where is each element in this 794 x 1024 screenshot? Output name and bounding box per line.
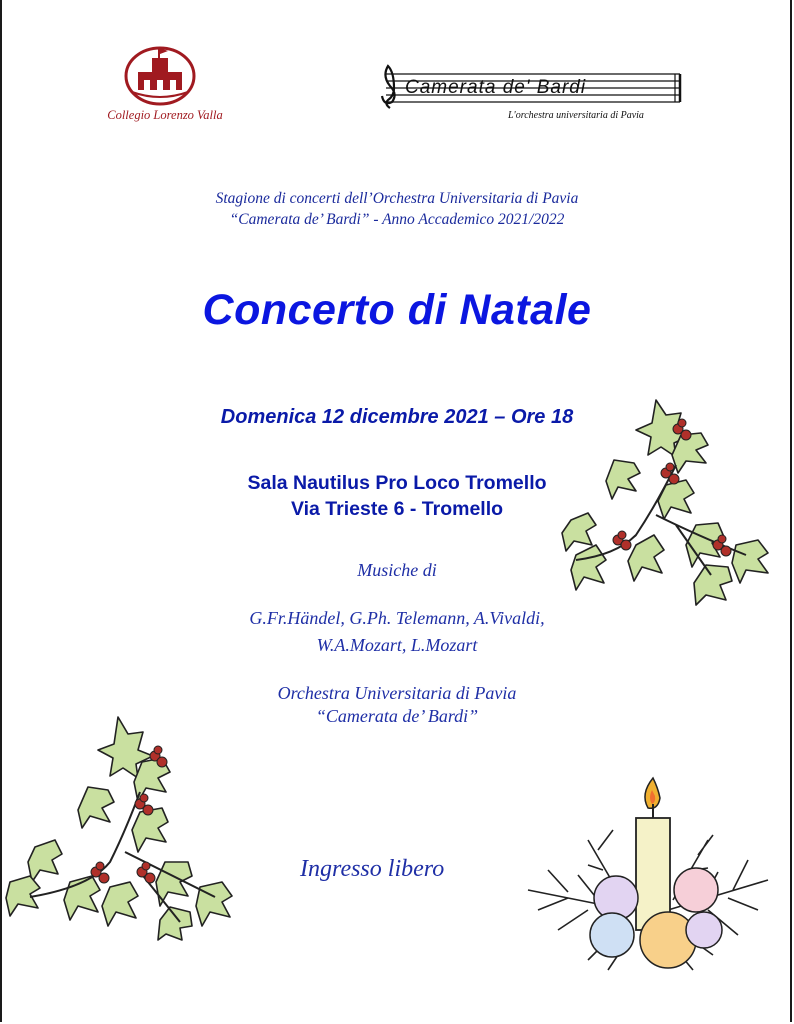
performers-line-2: “Camerata de’ Bardi” <box>315 706 479 726</box>
page-title: Concerto di Natale <box>202 286 592 334</box>
event-datetime: Domenica 12 dicembre 2021 – Ore 18 <box>220 406 574 428</box>
holly-branch-icon <box>0 712 262 942</box>
venue-line-1: Sala Nautilus Pro Loco Tromello <box>247 472 547 494</box>
season-subtitle <box>0 188 794 230</box>
college-name: Collegio Lorenzo Valla <box>107 108 223 122</box>
advent-candle-icon <box>518 760 780 974</box>
performers-line-1: Orchestra Universitaria di Pavia <box>277 683 517 703</box>
composers-line-2: W.A.Mozart, L.Mozart <box>316 635 478 655</box>
castle-seal-icon <box>124 42 196 106</box>
ensemble-subtitle: L'orchestra universitaria di Pavia <box>508 110 644 121</box>
ensemble-name: Camerata de' Bardi <box>405 77 587 98</box>
admission-note: Ingresso libero <box>300 856 445 882</box>
season-line-2: “Camerata de’ Bardi” - Anno Accademico 2021/2022 <box>229 211 565 228</box>
composers-line-1: G.Fr.Händel, G.Ph. Telemann, A.Vivaldi, <box>249 608 545 628</box>
program-intro: Musiche di <box>357 560 437 580</box>
composers-list <box>0 605 794 659</box>
season-line-1: Stagione di concerti dell’Orchestra Universitaria di Pavia <box>215 190 579 207</box>
venue-line-2: Via Trieste 6 - Tromello <box>290 498 504 520</box>
holly-branch-icon <box>536 395 780 610</box>
